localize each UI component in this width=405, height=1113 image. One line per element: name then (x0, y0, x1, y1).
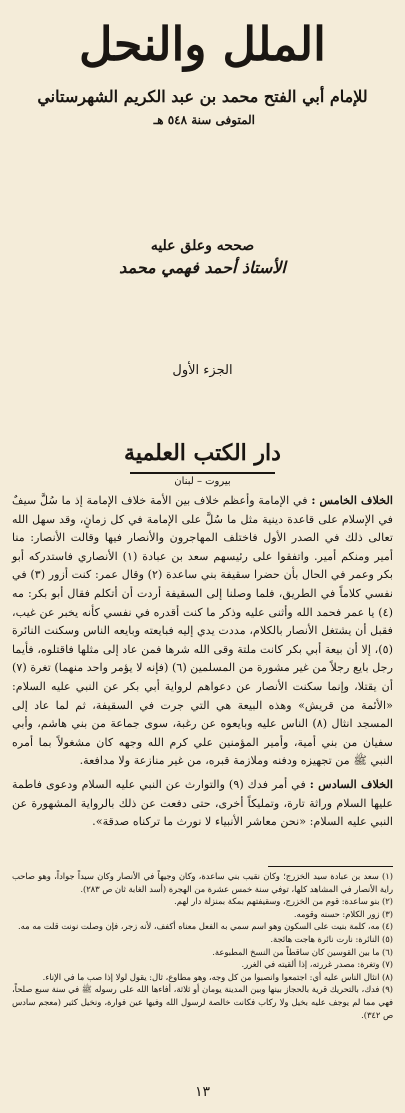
page-number: ١٣ (194, 1084, 211, 1100)
title-page (0, 0, 405, 487)
footnotes (12, 870, 393, 1021)
editor-name: الأستاذ أحمد فهمي محمد (119, 258, 286, 277)
editor-credit: صححه وعلق عليه (150, 238, 255, 254)
footnote: (٣) زور الكلام: حسنه وقومه. (293, 908, 393, 919)
footnote: (٢) بنو ساعدة: قوم من الخزرج، وسقيفتهم بمكة بمنزلة دار لهم. (174, 896, 393, 907)
paragraph-text: في الإمامة وأعظم خلاف بين الأمة خلاف الإمامة إذ ما سُلَّ سيفٌ في الإسلام على قاعدة دينية مثل ما سُلَّ على الإمامة في كل زمانٍ، وقد سهل الله تعالى ذلك في الصدر الأول فاختلف المهاجرون والأنصار فيها وقالت الأنصار: منا أمير ومنكم أمير. واتفقوا على رئيسهم سعد بن عبادة (١) الأنصاري فاستدركه أبو بكر وعمر في الحال بأن حضرا سقيفة بني ساعدة (٢) وقال عمر: كنت أزور (٣) في نفسي كلاماً في الطريق، فلما وصلنا إلى السقيفة أردت أن أتكلم فقال أبو بكر: مه (٤) يا عمر فحمد الله وأثنى عليه وذكر ما كنت أقدره في نفسي كأنه يخبر عن غيب، فقبل أن يشتغل الأنصار بالكلام، مددت يدي إليه فبايعته وبايعه الناس وسكنت النائرة (٥)، إلا أن بيعة أبي بكر كانت ملتة وقى الله شرها فمن عاد إلى مثلها فاقتلوه، فأيما رجل بايع رجلاً من غير مشورة من المسلمين (٦) (فإنه لا يؤمر واحد منهما) تغرة (٧) أن يقتلا، وإنما سكنت الأنصار عن دعواهم لرواية أبي بكر عن النبي عليه السلام: «الأئمة من قريش» وهذه البيعة هي التي جرت في السقيفة، ثم لما عاد إلى المسجد انثال (٨) الناس عليه وبايعوه عن رغبة، سوى جماعة من بني هاشم، وأبي سفيان من بني أمية، وأمير المؤمنين علي كرم الله وجهه كان مشغولاً بما أمره النبي ﷺ من تجهيزه ودفنه وملازمة قبره، من غير منازعة ولا مدافعة. (12, 494, 394, 768)
volume-label: الجزء الأول (172, 363, 233, 378)
publisher-city: بيروت – لبنان (174, 476, 231, 487)
footnote-rule (268, 866, 393, 867)
main-text (12, 491, 393, 836)
footnote: (١) سعد بن عبادة سيد الخزرج؛ وكان نقيب بني ساعدة، وكان وجيهاً في الأنصار وكان سيداً جواداً، وهو صاحب راية الأنصار في المشاهد كلها، توفي سنة خمس عشرة من الهجرة (أسد الغابة ثان ص ٢٨٣). (12, 871, 393, 894)
footnote: (٧) وتغرة: مصدر غررته، إذا ألقيته في الغرر. (241, 959, 393, 970)
paragraph-sixth-dispute (12, 775, 393, 832)
footnote: (٩) فدك، بالتحريك قرية بالحجاز بينها وبين المدينة يومان أو ثلاثة، أفاءها الله على رسوله ﷺ في سنة سبع صلحاً، فهي مما لم يوجف عليه بخيل ولا ركاب فكانت خالصة لرسول الله وفيها عين فوارة، ونخيل كثير (معجم سادس ص ٣٤٢). (12, 984, 393, 1020)
author-line: للإمام أبي الفتح محمد بن عبد الكريم الشهرستاني (37, 87, 368, 106)
paragraph-text: في أمر فدك (٩) والتوارث عن النبي عليه السلام ودعوى فاطمة عليها السلام وراثة تارة، وتمليكاً أخرى، حتى دفعت عن ذلك بالرواية المشهورة عن النبي عليه السلام: «نحن معاشر الأنبياء لا نورث ما تركناه صدقة». (12, 777, 393, 829)
section-heading: الخلاف السادس : (309, 776, 393, 791)
book-title: الملل والنحل (79, 17, 326, 71)
paragraph-fifth-dispute (12, 491, 393, 771)
footnote: (٨) انثال الناس عليه أي: اجتمعوا وانصبوا من كل وجه، وهو مطاوع، ثال: يقول لولا إذا صب ما في الإناء. (42, 971, 393, 982)
footnote: (٤) مه، كلمة بنيت على السكون وهو اسم سمي به الفعل معناه أكفف، لأنه زجر، فإن وصلت نونت قلت مه مه. (18, 921, 393, 932)
footnote: (٦) ما بين القوسين كان ساقطاً من النسخ المطبوعة. (212, 946, 393, 957)
publisher-rule (130, 472, 275, 474)
publisher-name: دار الكتب العلمية (124, 440, 281, 466)
footnote: (٥) النائرة: نارت نائرة هاجت هائجة. (270, 933, 393, 944)
death-date: المتوفى سنة ٥٤٨ هـ (153, 113, 255, 127)
section-heading: الخلاف الخامس : (311, 493, 393, 507)
